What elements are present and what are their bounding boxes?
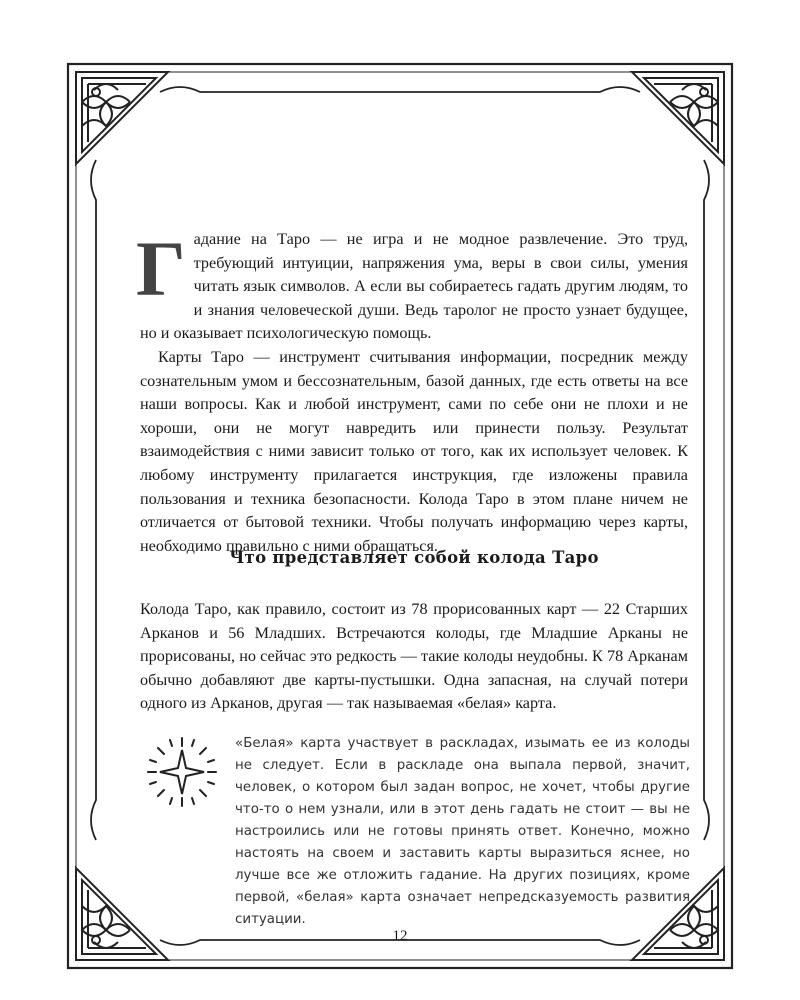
intro-paragraph-2: Карты Таро — инструмент считывания информации, посредник между сознательным умом и бессознательным, базой данных, где есть ответы на все наши вопросы. Как и любой инструмент, сами по себе они не плохи и не хороши, они не могут навредить или принести пользу. Результат взаимодействия с ними зависит только от того, как их использует человек. К любому инструменту прилагается инструкция, где изложены правила пользования и техника безопасности. Колода Таро в этом плане ничем не отличается от бытовой техники. Чтобы получать информацию через карты, необходимо правильно с ними обращаться. <box>140 347 688 555</box>
intro-text <box>136 225 688 558</box>
section-paragraph: Колода Таро, как правило, состоит из 78 прорисованных карт — 22 Старших Арканов и 56 Младших. Встречаются колоды, где Младшие Арканы не прорисованы, но сейчас это редкость — такие колоды неудобны. К 78 Арканам обычно добавляют две карты-пустышки. Одна запасная, на случай потери одного из Арканов, другая — так называемая «белая» карта. <box>140 600 688 713</box>
note-text: «Белая» карта участвует в раскладах, изымать ее из колоды не следует. Если в раскладе она выпала первой, значит, человек, о котором был задан вопрос, не хочет, чтобы другие что-то о нем узнали, или в этот день гадать не стоит — вы не настроились или не готовы принять ответ. Конечно, можно настоять на своем и заставить карты выразиться яснее, но лучше все же отложить гадание. На других позициях, кроме первой, «белая» карта означает непредсказуемость развития ситуации. <box>235 736 690 927</box>
drop-cap: Г <box>136 225 186 312</box>
section-heading: Что представляет собой колода Таро <box>229 548 599 567</box>
sparkle-star-icon <box>142 732 222 812</box>
intro-paragraph-1 <box>136 225 688 346</box>
page-number: 12 <box>392 928 408 944</box>
intro-paragraph-1-text: адание на Таро — не игра и не модное развлечение. Это труд, требующий интуиции, напряжения ума, веры в свои силы, умения читать язык символов. А если вы собираетесь гадать другим людям, то и знания человеческой души. Ведь таролог не просто узнает будущее, но и оказывает психологическую помощь. <box>140 230 688 343</box>
